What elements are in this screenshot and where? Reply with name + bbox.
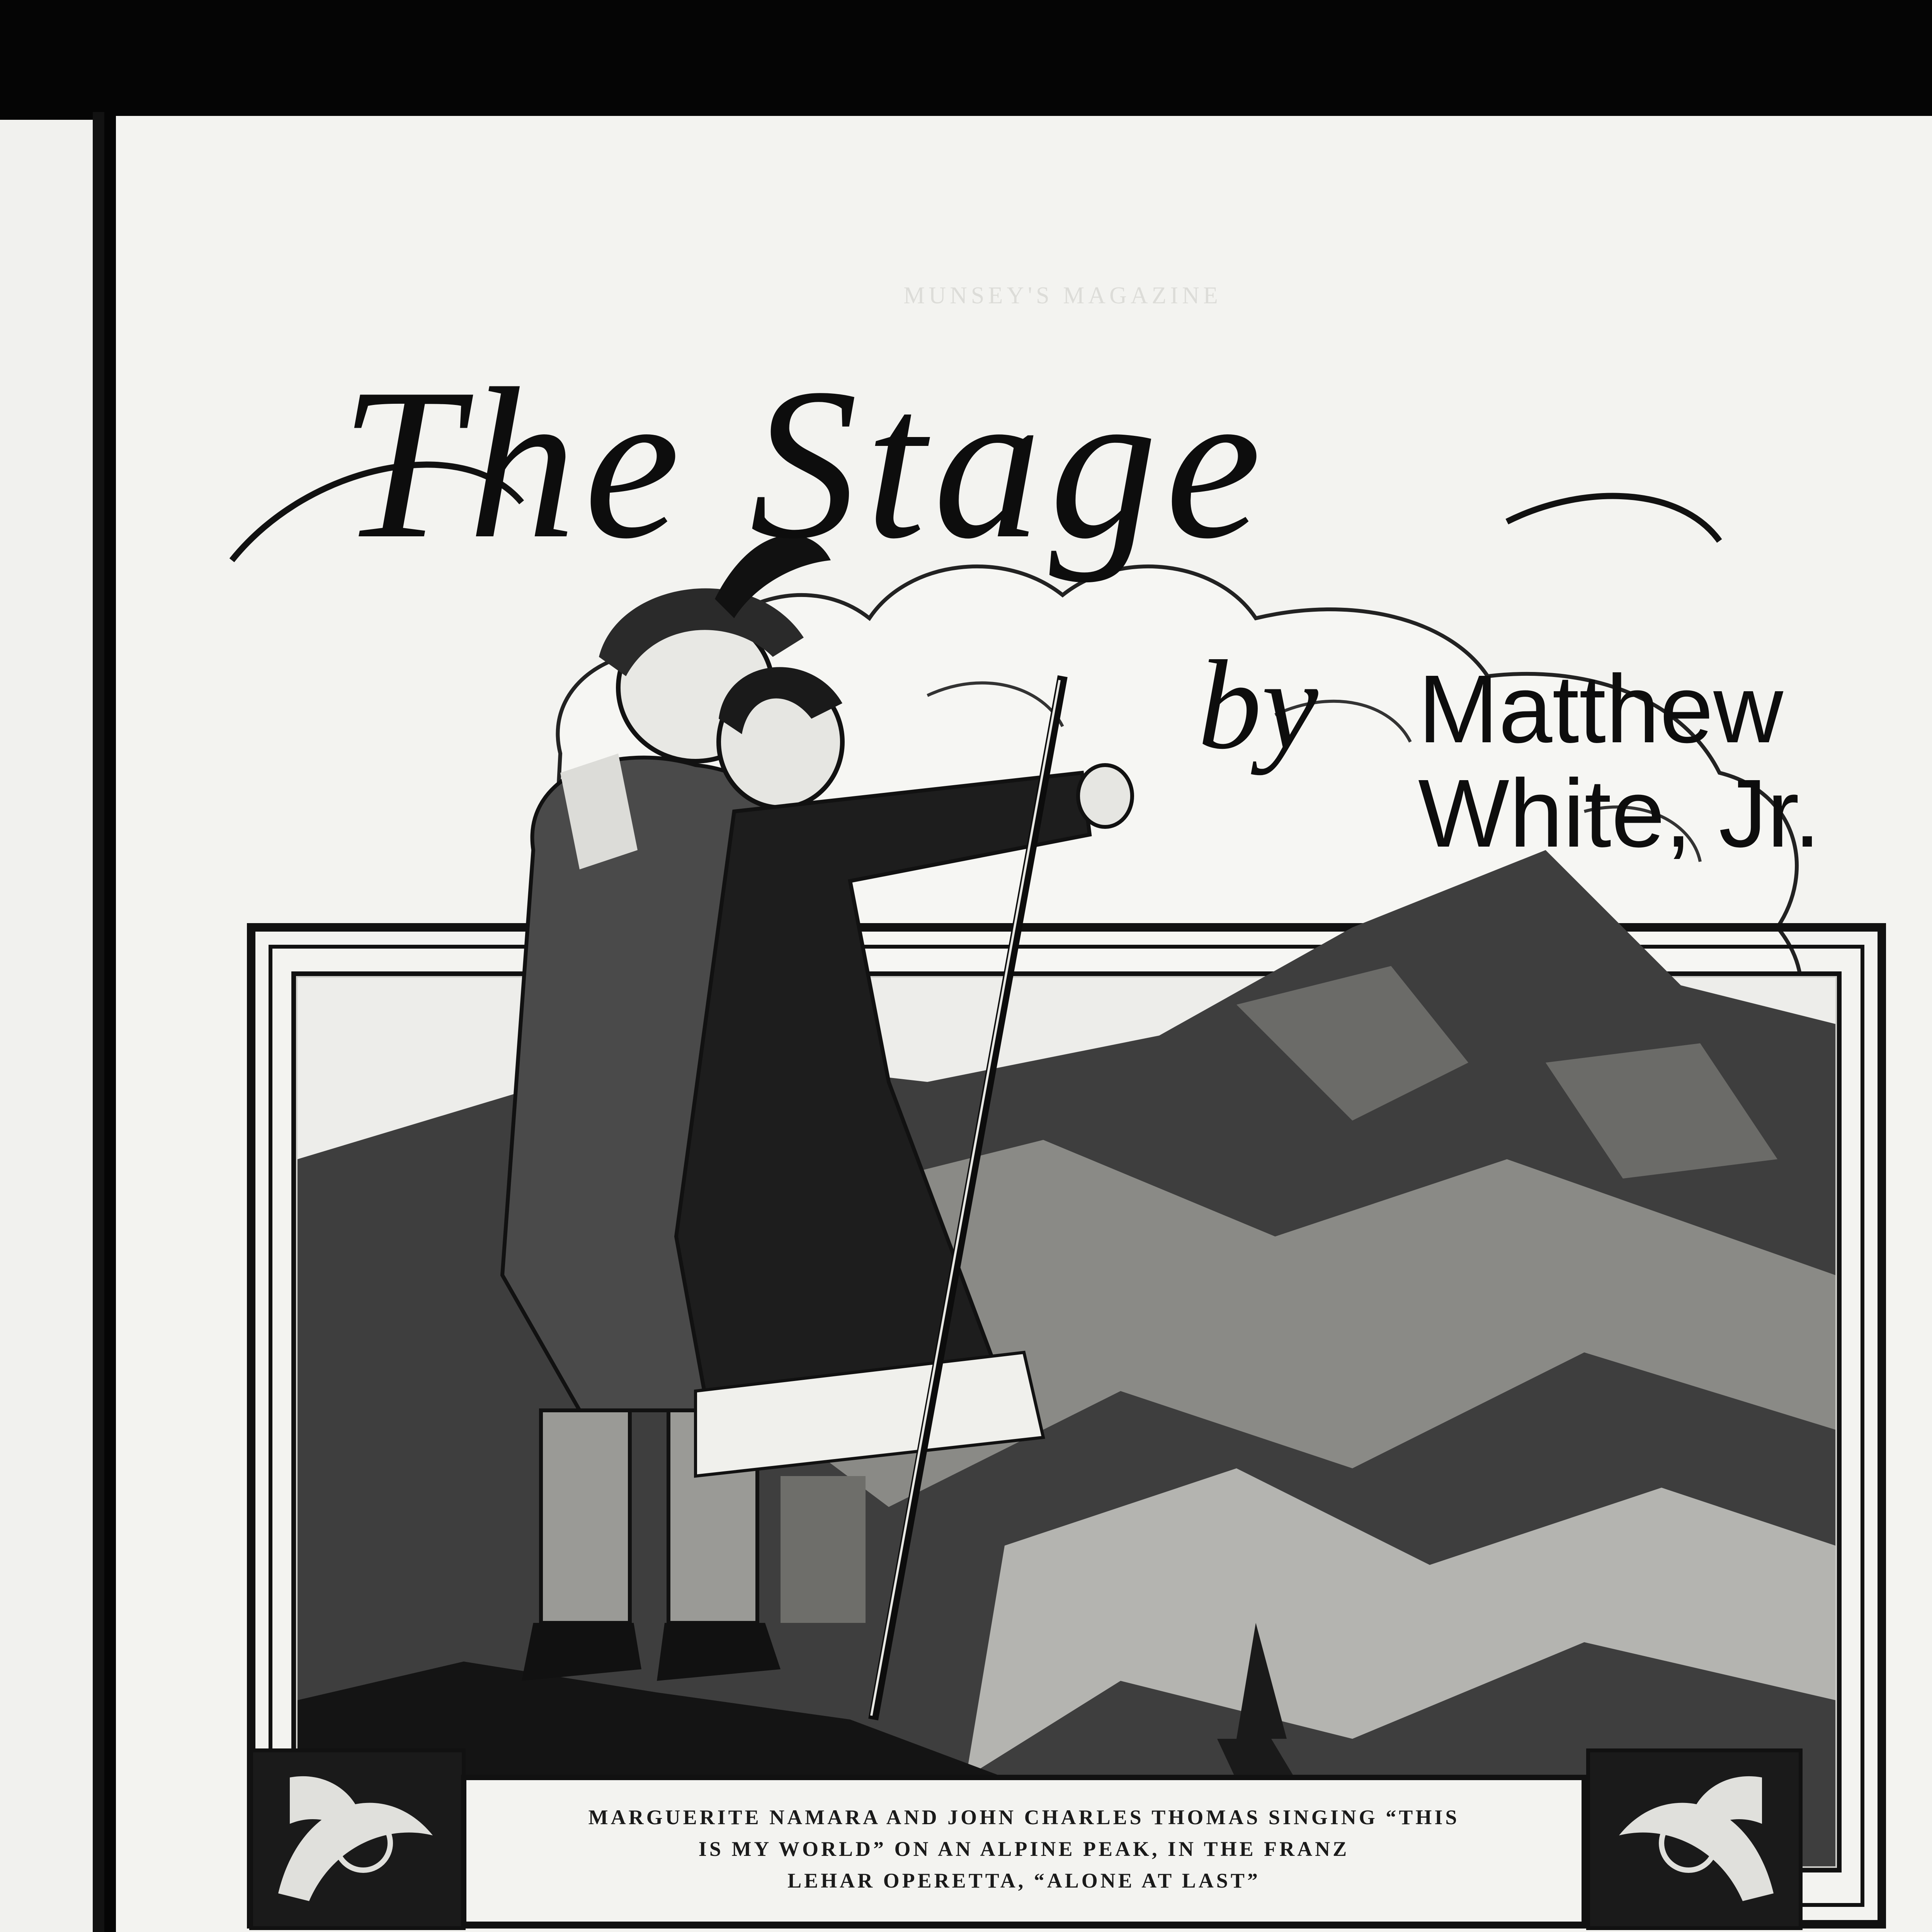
caption-line-1: MARGUERITE NAMARA AND JOHN CHARLES THOMAS SINGING “THIS: [588, 1806, 1460, 1829]
caption-line-2: IS MY WORLD” ON AN ALPINE PEAK, IN THE FRANZ: [698, 1837, 1350, 1861]
illustration-caption: [471, 1789, 1577, 1909]
facing-page-edge: [0, 120, 93, 1932]
article-title: The Stage: [340, 344, 1269, 583]
running-head-bleedthrough: MUNSEY'S MAGAZINE: [903, 282, 1222, 309]
byline-by: by: [1198, 634, 1318, 776]
byline-author: Matthew White, Jr.: [1418, 655, 1821, 867]
binding-gutter: [93, 112, 104, 1932]
caption-line-3: LEHAR OPERETTA, “ALONE AT LAST”: [787, 1869, 1260, 1892]
magazine-page: [116, 116, 1932, 1932]
